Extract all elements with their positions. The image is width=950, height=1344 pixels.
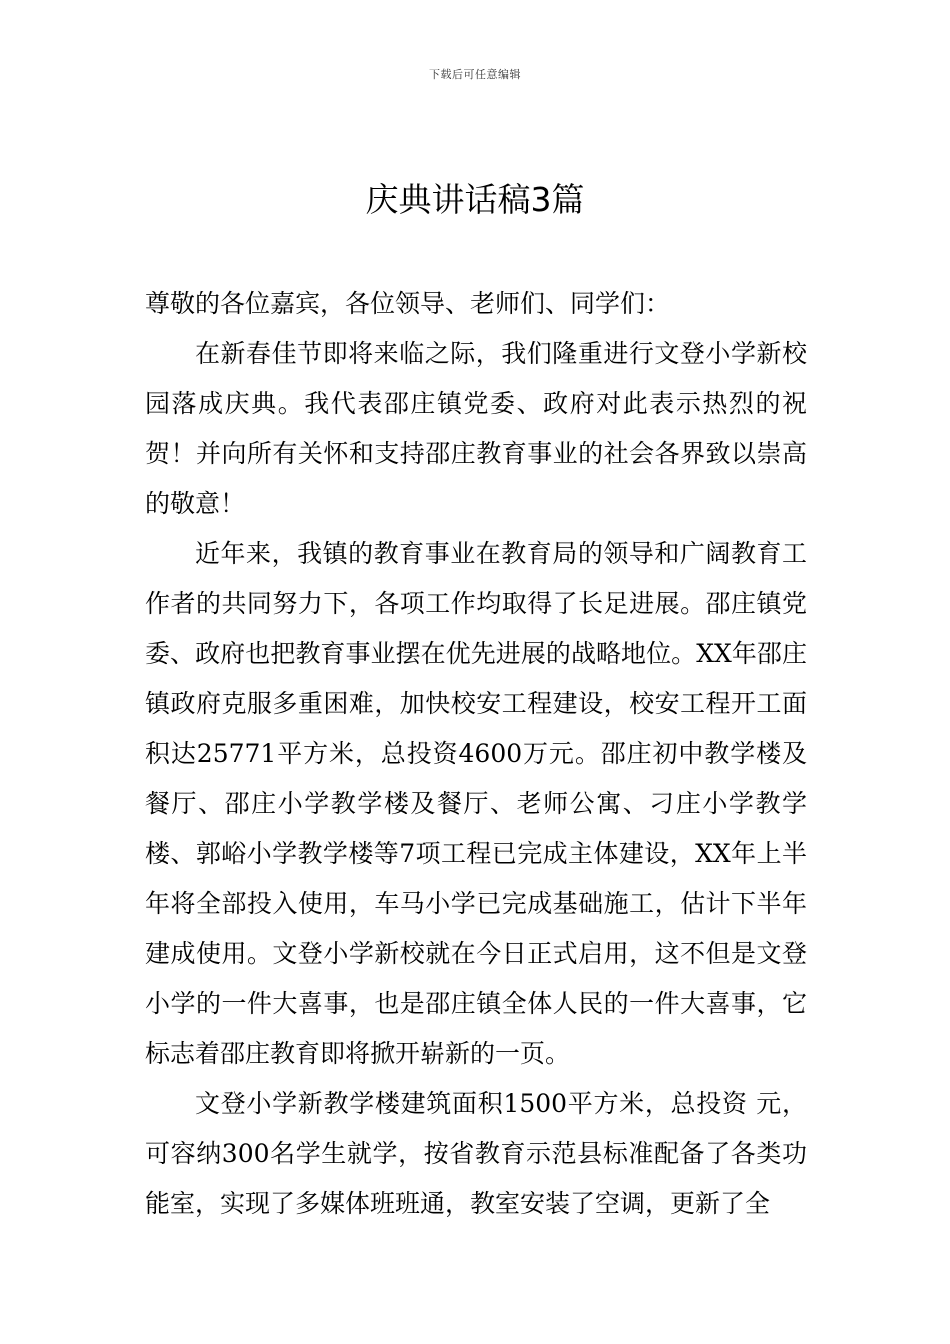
paragraph-3: 文登小学新教学楼建筑面积1500平方米，总投资 元，可容纳300名学生就学，按省教育示范县标准配备了各类功能室，实现了多媒体班班通，教室安装了空调，更新了全 [145, 1089, 807, 1218]
document-title: 庆典讲话稿3篇 [365, 180, 585, 219]
document-body [145, 279, 807, 1229]
salutation: 尊敬的各位嘉宾，各位领导、老师们、同学们： [145, 289, 671, 318]
paragraph-1: 在新春佳节即将来临之际，我们隆重进行文登小学新校园落成庆典。我代表邵庄镇党委、政府对此表示热烈的祝贺！并向所有关怀和支持邵庄教育事业的社会各界致以崇高的敬意！ [145, 339, 807, 518]
header-note: 下载后可任意编辑 [429, 68, 521, 81]
paragraph-2: 近年来，我镇的教育事业在教育局的领导和广阔教育工作者的共同努力下，各项工作均取得了长足进展。邵庄镇党委、政府也把教育事业摆在优先进展的战略地位。XX年邵庄镇政府克服多重困难，加快校安工程建设，校安工程开工面积达25771平方米，总投资4600万元。邵庄初中教学楼及餐厅、邵庄小学教学楼及餐厅、老师公寓、刁庄小学教学楼、郭峪小学教学楼等7项工程已完成主体建设，XX年上半年将全部投入使用，车马小学已完成基础施工，估计下半年建成使用。文登小学新校就在今日正式启用，这不但是文登小学的一件大喜事，也是邵庄镇全体人民的一件大喜事，它标志着邵庄教育即将掀开崭新的一页。 [145, 539, 807, 1068]
